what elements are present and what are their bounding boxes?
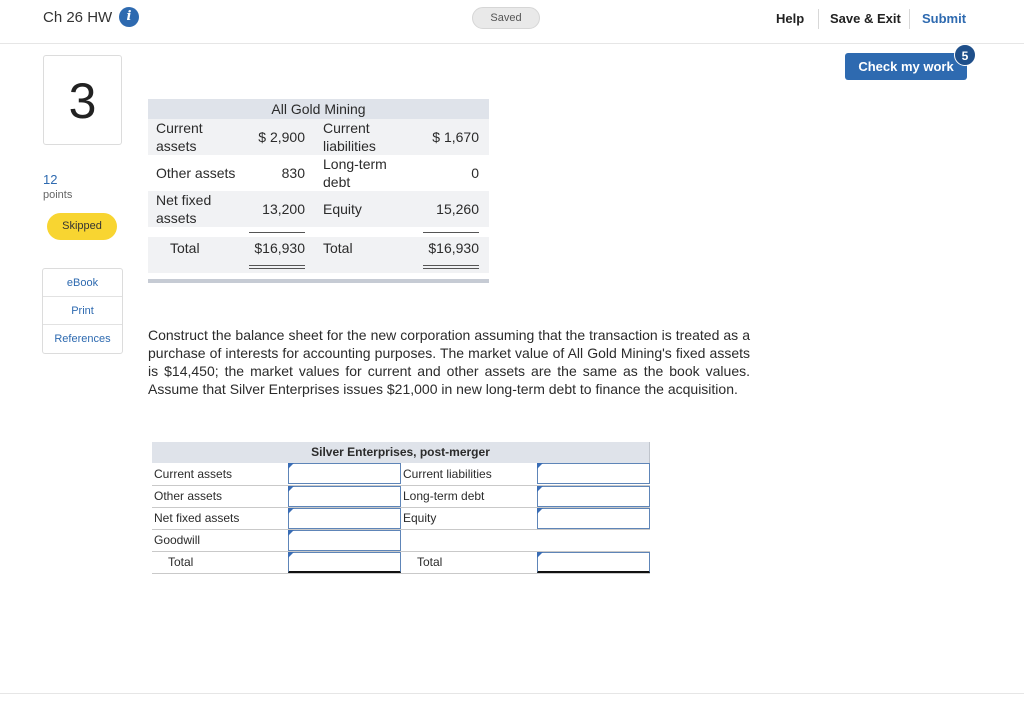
book-table-title: All Gold Mining: [148, 99, 489, 119]
footer-divider: [0, 693, 1024, 694]
book-label: Current liabilities: [315, 119, 411, 155]
total-assets-input[interactable]: [288, 552, 401, 573]
double-rule: [423, 265, 479, 269]
current-liabilities-input[interactable]: [537, 463, 650, 484]
input-marker-icon: [288, 552, 294, 558]
double-rule: [249, 265, 305, 269]
book-value-table: [148, 99, 489, 283]
input-marker-icon: [537, 508, 543, 514]
subtotal-rule: [423, 232, 479, 233]
print-link[interactable]: Print: [43, 297, 122, 325]
row-label: Current liabilities: [401, 463, 537, 485]
top-bar: [0, 0, 1024, 44]
question-text: Construct the balance sheet for the new corporation assuming that the transaction is treated as a purchase of interests for accounting purposes. The market value of All Gold Mining's fixed assets is $14,450; the market values for current and other assets are the same as the book values. Assume that Silver Enterprises issues $21,000 in new long-term debt to finance the acquisition.: [148, 327, 750, 397]
row-label: [401, 529, 537, 551]
references-link[interactable]: References: [54, 333, 111, 345]
input-marker-icon: [537, 463, 543, 469]
book-value: 830: [281, 165, 305, 181]
answer-table: [152, 442, 650, 574]
input-marker-icon: [537, 486, 543, 492]
help-link[interactable]: Help: [776, 11, 805, 26]
book-label: Long-term debt: [323, 156, 387, 190]
book-label: Current assets: [148, 119, 247, 155]
row-label: Net fixed assets: [152, 507, 288, 529]
total-label: Total: [152, 551, 288, 573]
input-marker-icon: [288, 463, 294, 469]
input-marker-icon: [537, 552, 543, 558]
table-bottom-bar: [148, 279, 489, 283]
equity-input[interactable]: [537, 508, 650, 529]
row-label: Current assets: [152, 463, 288, 485]
book-value: $ 1,670: [411, 119, 489, 155]
total-liabilities-equity-input[interactable]: [537, 552, 650, 573]
book-value: 0: [471, 165, 479, 181]
question-number: 3: [43, 55, 122, 145]
submit-link[interactable]: Submit: [922, 11, 967, 26]
input-marker-icon: [288, 530, 294, 536]
points-value: 12: [43, 172, 58, 187]
book-value: 15,260: [411, 191, 489, 227]
saved-status: Saved: [472, 7, 540, 29]
book-total-label: Total: [148, 237, 247, 259]
row-label: Other assets: [152, 485, 288, 507]
divider: [818, 9, 819, 29]
book-value: $ 2,900: [247, 119, 315, 155]
book-total-label: Total: [315, 237, 411, 259]
empty-cell: [537, 530, 650, 551]
book-total-value: $16,930: [247, 237, 315, 259]
book-label: Net fixed assets: [148, 191, 247, 227]
row-label: Long-term debt: [401, 485, 537, 507]
divider: [909, 9, 910, 29]
check-my-work-button[interactable]: Check my work: [845, 53, 967, 80]
status-badge: Skipped: [47, 213, 117, 240]
current-assets-input[interactable]: [288, 463, 401, 484]
long-term-debt-input[interactable]: [537, 486, 650, 507]
total-label: Total: [401, 551, 537, 573]
net-fixed-assets-input[interactable]: [288, 508, 401, 529]
input-marker-icon: [288, 508, 294, 514]
save-exit-link[interactable]: Save & Exit: [830, 11, 901, 26]
book-total-value: $16,930: [411, 237, 489, 259]
resources-panel: [42, 268, 123, 354]
ebook-link[interactable]: eBook: [43, 269, 122, 297]
input-marker-icon: [288, 486, 294, 492]
points-label: points: [43, 189, 73, 201]
subtotal-rule: [249, 232, 305, 233]
row-label: Goodwill: [152, 529, 288, 551]
assignment-title: Ch 26 HW: [43, 9, 113, 26]
book-value: 13,200: [247, 191, 315, 227]
book-label: Equity: [315, 191, 411, 227]
other-assets-input[interactable]: [288, 486, 401, 507]
answer-table-title: Silver Enterprises, post-merger: [152, 442, 650, 463]
check-count-badge: 5: [954, 44, 976, 66]
info-icon[interactable]: i: [119, 7, 139, 27]
goodwill-input[interactable]: [288, 530, 401, 551]
book-label: Other assets: [156, 165, 236, 181]
row-label: Equity: [401, 507, 537, 529]
